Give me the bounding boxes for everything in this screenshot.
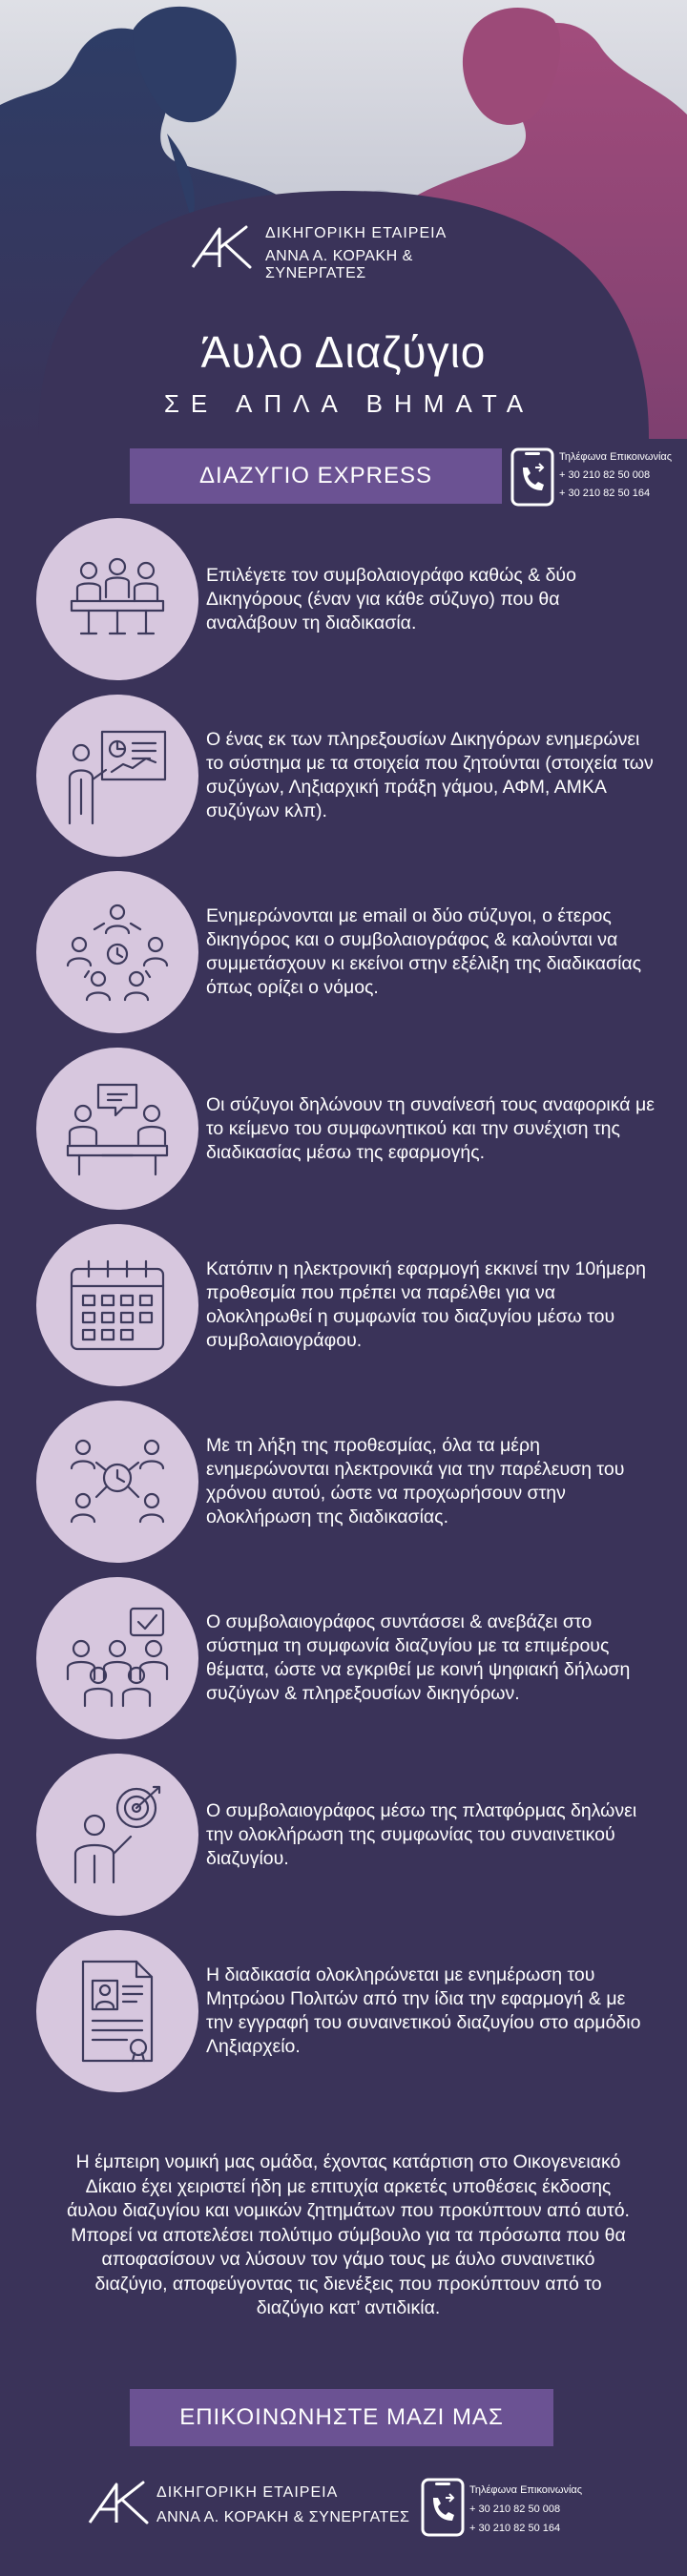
- step-circle: [36, 1048, 198, 1210]
- calendar-icon: [60, 1248, 175, 1362]
- step-circle: [36, 1401, 198, 1563]
- footer-firm-logo: [88, 2479, 412, 2536]
- step-circle: [36, 1754, 198, 1916]
- step-text: Ενημερώνονται με email οι δύο σύζυγοι, ο έτερος δικηγόρος και ο συμβολαιογράφος & καλούνται να συμμετάσχουν κι εκείνοι στην εξέλιξη της διαδικασίας όπως ορίζει ο νόμος.: [206, 905, 642, 998]
- step-circle: [36, 1224, 198, 1386]
- firm-logo: [191, 221, 515, 279]
- step-item: [36, 1754, 656, 1916]
- phone-number-1[interactable]: + 30 210 82 50 008: [559, 469, 651, 481]
- step-item: [36, 1401, 656, 1563]
- step-text: Ο συμβολαιογράφος μέσω της πλατφόρμας δηλώνει την ολοκλήρωση της συμφωνίας του συναινετικού διαζυγίου.: [206, 1799, 637, 1869]
- step-item: [36, 871, 656, 1033]
- step-circle: [36, 1930, 198, 2092]
- step-text: Η διαδικασία ολοκληρώνεται με ενημέρωση του Μητρώου Πολιτών από την ίδια την εφαρμογή & με την εγγραφή του συναινετικού διαζυγίου στο αρμόδιο Ληξιαρχείο.: [206, 1964, 641, 2057]
- footer-firm-name-line2: ΑΝΝΑ Α. ΚΟΡΑΚΗ & ΣΥΝΕΡΓΑΤΕΣ: [156, 2509, 410, 2525]
- step-item: [36, 695, 656, 857]
- contact-info: [559, 448, 672, 503]
- firm-monogram-icon: [88, 2479, 153, 2526]
- step-text: Ο συμβολαιογράφος συντάσσει & ανεβάζει στο σύστημα τη συμφωνία διαζυγίου με τα επιμέρους θέματα, ώστε να εγκριθεί με κοινή ψηφιακή δήλωση συζύγων & πληρεξουσίων δικηγόρων.: [206, 1611, 631, 1704]
- discussion-icon: [60, 1071, 175, 1186]
- step-text: Ο ένας εκ των πληρεξουσίων Δικηγόρων ενημερώνει το σύστημα με τα στοιχεία που ζητούνται (στοιχεία των συζύγων, Ληξιαρχική πράξη γάμου, ΑΦΜ, ΑΜΚΑ συζύγων κλπ).: [206, 729, 654, 821]
- approval-team-icon: [60, 1601, 175, 1715]
- step-text: Επιλέγετε τον συμβολαιογράφο καθώς & δύο Δικηγόρους (έναν για κάθε σύζυγο) που θα αναλάβουν τη διαδικασία.: [206, 564, 576, 634]
- step-text: Κατόπιν η ηλεκτρονική εφαρμογή εκκινεί την 10ήμερη προθεσμία που πρέπει να παρέλθει για να ολοκληρωθεί η συμφωνία του διαζυγίου μέσω του συμβολαιογράφου.: [206, 1258, 646, 1351]
- step-item: [36, 1048, 656, 1210]
- page-title: Άυλο Διαζύγιο: [200, 327, 487, 377]
- step-circle: [36, 518, 198, 680]
- clock-team-icon: [60, 1424, 175, 1539]
- step-circle: [36, 695, 198, 857]
- step-circle: [36, 1577, 198, 1739]
- step-circle: [36, 871, 198, 1033]
- presentation-icon: [60, 718, 175, 833]
- express-banner[interactable]: ΔΙΑΖΥΓΙΟ EXPRESS: [130, 448, 502, 504]
- footer-phone-number-2[interactable]: + 30 210 82 50 164: [469, 2523, 561, 2534]
- contact-heading: Τηλέφωνα Επικοινωνίας: [559, 451, 673, 463]
- footer-firm-name-line1: ΔΙΚΗΓΟΡΙΚΗ ΕΤΑΙΡΕΙΑ: [156, 2484, 339, 2501]
- network-people-icon: [60, 895, 175, 1009]
- firm-name-line2: ΑΝΝΑ Α. ΚΟΡΑΚΗ & ΣΥΝΕΡΓΑΤΕΣ: [265, 248, 413, 281]
- step-item: [36, 518, 656, 680]
- footer-contact-heading: Τηλέφωνα Επικοινωνίας: [469, 2484, 583, 2496]
- step-item: [36, 1930, 656, 2092]
- document-profile-icon: [60, 1954, 175, 2068]
- step-item: [36, 1577, 656, 1739]
- step-text: Με τη λήξη της προθεσμίας, όλα τα μέρη ενημερώνονται ηλεκτρονικά για την παρέλευση του χρόνου αυτού, ώστε να προχωρήσουν στην ολοκλήρωση της διαδικασίας.: [206, 1435, 625, 1527]
- target-person-icon: [60, 1777, 175, 1892]
- about-paragraph: Η έμπειρη νομική μας ομάδα, έχοντας κατάρτιση στο Οικογενειακό Δίκαιο έχει χειριστεί ήδη με επιτυχία αρκετές υποθέσεις έκδοσης άυλου διαζυγίου και νομικών ζητημάτων που προκύπτουν από αυτό. Μπορεί να αποτελέσει πολύτιμο σύμβουλο για τα πρόσωπα που θα αποφασίσουν να λύσουν τον γάμο τους με άυλο συναινετικό διαζύγιο, αποφεύγοντας τις διενέξεις που προκύπτουν από το διαζύγιο κατ’ αντιδικία.: [67, 2151, 630, 2318]
- contact-us-button[interactable]: ΕΠΙΚΟΙΝΩΝΗΣΤΕ ΜΑΖΙ ΜΑΣ: [130, 2389, 553, 2446]
- firm-name-line1: ΔΙΚΗΓΟΡΙΚΗ ΕΤΑΙΡΕΙΑ: [265, 225, 448, 241]
- hero-banner: [0, 0, 687, 439]
- footer-contact-info: [469, 2481, 582, 2538]
- phone-icon: [510, 447, 555, 508]
- footer-phone-number-1[interactable]: + 30 210 82 50 008: [469, 2503, 561, 2515]
- phone-number-2[interactable]: + 30 210 82 50 164: [559, 488, 651, 499]
- page-subtitle: ΣΕ ΑΠΛΑ ΒΗΜΑΤΑ: [163, 389, 535, 418]
- step-item: [36, 1224, 656, 1386]
- footer-phone-icon: [420, 2477, 466, 2538]
- step-text: Οι σύζυγοι δηλώνουν τη συναίνεσή τους αναφορικά με το κείμενο του συμφωνητικού και την συνέχιση της διαδικασίας μέσω της εφαρμογής.: [206, 1093, 655, 1163]
- firm-monogram-icon: [191, 223, 256, 271]
- meeting-icon: [60, 542, 175, 656]
